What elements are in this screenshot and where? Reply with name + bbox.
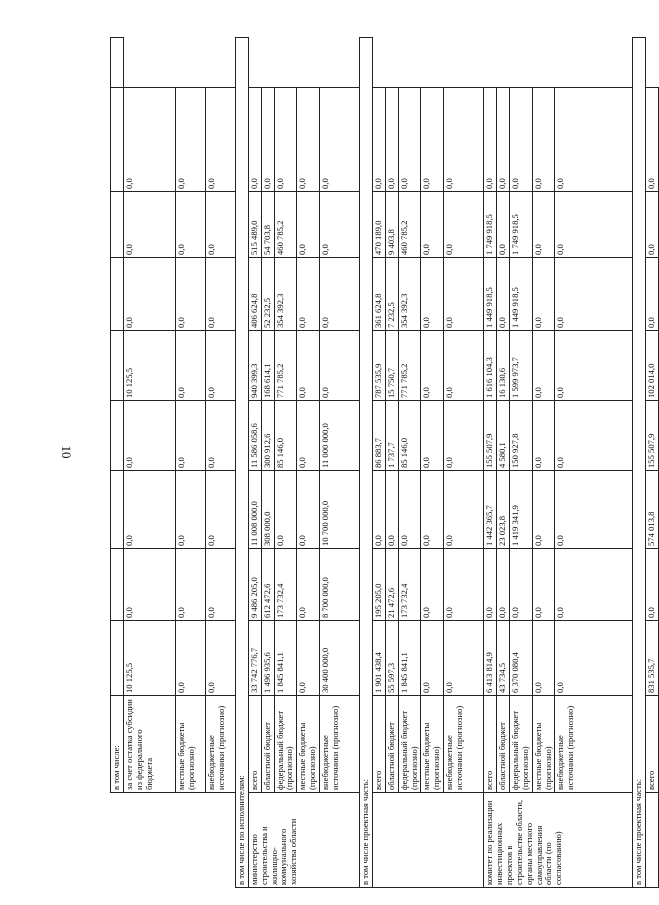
value-cell: 0,0: [555, 192, 633, 258]
value-cell: 11 586 058,6: [248, 401, 261, 471]
empty-cell: [372, 793, 483, 888]
value-cell: 0,0: [555, 549, 633, 621]
value-cell: 460 785,2: [398, 192, 421, 258]
value-cell: 0,0: [175, 331, 205, 401]
value-cell: 10 125,5: [123, 331, 175, 401]
value-cell: 0,0: [532, 88, 555, 192]
value-cell: 0,0: [532, 258, 555, 331]
value-cell: 0,0: [484, 88, 497, 192]
row-label: в том числе:: [111, 696, 124, 793]
value-cell: 0,0: [532, 192, 555, 258]
value-cell: 85 146,0: [274, 401, 297, 471]
row-label: внебюджетные источники (прогнозно): [555, 696, 633, 793]
empty-cell: [111, 471, 124, 549]
value-cell: 6 370 080,4: [509, 621, 532, 696]
table-row: [398, 38, 421, 888]
value-cell: 150 927,8: [509, 401, 532, 471]
row-label: всего: [646, 696, 659, 793]
value-cell: 0,0: [320, 192, 360, 258]
value-cell: 0,0: [555, 88, 633, 192]
value-cell: 0,0: [372, 471, 385, 549]
value-cell: 460 785,2: [274, 192, 297, 258]
table-row: [123, 38, 175, 888]
executor-name: комитет по реализации инвестиционных проектов в строительстве области, органы местного самоуправления области (по согласованию): [484, 793, 633, 888]
value-cell: 0,0: [421, 192, 444, 258]
row-label: местные бюджеты (прогнозно): [532, 696, 555, 793]
value-cell: 0,0: [509, 549, 532, 621]
table-row: [274, 38, 297, 888]
row-label: местные бюджеты (прогнозно): [421, 696, 444, 793]
table-row: [532, 38, 555, 888]
value-cell: 0,0: [398, 88, 421, 192]
empty-cell: [646, 793, 659, 888]
value-cell: 0,0: [421, 258, 444, 331]
value-cell: 0,0: [444, 258, 484, 331]
value-cell: 6 413 814,9: [484, 621, 497, 696]
value-cell: 406 624,8: [248, 258, 261, 331]
value-cell: 0,0: [175, 401, 205, 471]
value-cell: 361 624,8: [372, 258, 385, 331]
value-cell: 0,0: [421, 331, 444, 401]
value-cell: 30 400 000,0: [320, 621, 360, 696]
value-cell: 0,0: [532, 331, 555, 401]
section-row: [235, 38, 248, 888]
value-cell: 0,0: [123, 88, 175, 192]
value-cell: 0,0: [646, 549, 659, 621]
value-cell: 0,0: [398, 471, 421, 549]
row-label: местные бюджеты (прогнозно): [175, 696, 205, 793]
value-cell: 0,0: [175, 258, 205, 331]
value-cell: 0,0: [297, 471, 320, 549]
value-cell: 0,0: [484, 549, 497, 621]
value-cell: 0,0: [205, 401, 235, 471]
value-cell: 0,0: [421, 621, 444, 696]
value-cell: 0,0: [421, 88, 444, 192]
page-number: 10: [59, 445, 74, 459]
value-cell: 0,0: [205, 88, 235, 192]
value-cell: 0,0: [320, 88, 360, 192]
value-cell: 0,0: [646, 192, 659, 258]
executor-name: министерство строительства и жилищно-коммунального хозяйства области: [248, 793, 359, 888]
value-cell: 0,0: [175, 471, 205, 549]
value-cell: 1 419 341,9: [509, 471, 532, 549]
value-cell: 52 232,5: [261, 258, 274, 331]
value-cell: 0,0: [123, 192, 175, 258]
value-cell: 0,0: [385, 88, 398, 192]
value-cell: 54 703,8: [261, 192, 274, 258]
value-cell: 1 449 918,5: [509, 258, 532, 331]
empty-cell: [111, 549, 124, 621]
value-cell: 1 845 841,1: [274, 621, 297, 696]
empty-cell: [111, 331, 124, 401]
value-cell: 470 189,0: [372, 192, 385, 258]
row-label: местные бюджеты (прогнозно): [297, 696, 320, 793]
value-cell: 168 614,1: [261, 331, 274, 401]
value-cell: 0,0: [297, 192, 320, 258]
table-row: [646, 38, 659, 888]
value-cell: 0,0: [444, 401, 484, 471]
value-cell: 0,0: [297, 549, 320, 621]
value-cell: 612 472,6: [261, 549, 274, 621]
row-label: внебюджетные источники (прогнозно): [444, 696, 484, 793]
table-row: [421, 38, 444, 888]
value-cell: 21 472,6: [385, 549, 398, 621]
row-label: федеральный бюджет (прогнозно): [398, 696, 421, 793]
value-cell: 0,0: [205, 331, 235, 401]
value-cell: 1 845 841,1: [398, 621, 421, 696]
value-cell: 300 912,6: [261, 401, 274, 471]
value-cell: 195 205,0: [372, 549, 385, 621]
value-cell: 102 014,0: [646, 331, 659, 401]
value-cell: 771 785,2: [274, 331, 297, 401]
value-cell: 831 535,7: [646, 621, 659, 696]
value-cell: 0,0: [297, 621, 320, 696]
value-cell: 1 749 918,5: [509, 192, 532, 258]
value-cell: 0,0: [497, 549, 510, 621]
value-cell: 0,0: [555, 401, 633, 471]
value-cell: 43 734,5: [497, 621, 510, 696]
value-cell: 0,0: [175, 192, 205, 258]
empty-cell: [111, 621, 124, 696]
value-cell: 0,0: [123, 258, 175, 331]
value-cell: 0,0: [555, 621, 633, 696]
table-row: [444, 38, 484, 888]
table-row: [205, 38, 235, 888]
section-title: в том числе по исполнителям:: [235, 38, 248, 888]
value-cell: 0,0: [175, 621, 205, 696]
value-cell: 0,0: [646, 258, 659, 331]
value-cell: 0,0: [297, 401, 320, 471]
value-cell: 0,0: [205, 192, 235, 258]
table-row: [248, 38, 261, 888]
value-cell: 1 737,7: [385, 401, 398, 471]
empty-cell: [111, 192, 124, 258]
blank-cell: [123, 793, 175, 888]
value-cell: 173 732,4: [274, 549, 297, 621]
value-cell: 0,0: [421, 401, 444, 471]
value-cell: 1 496 935,6: [261, 621, 274, 696]
value-cell: 33 742 776,7: [248, 621, 261, 696]
blank-cell: [111, 793, 124, 888]
value-cell: 0,0: [297, 331, 320, 401]
row-label: областной бюджет: [385, 696, 398, 793]
value-cell: 0,0: [248, 88, 261, 192]
value-cell: 85 146,0: [398, 401, 421, 471]
value-cell: 0,0: [123, 471, 175, 549]
value-cell: 771 785,2: [398, 331, 421, 401]
value-cell: 7 232,5: [385, 258, 398, 331]
value-cell: 0,0: [205, 549, 235, 621]
value-cell: 0,0: [497, 258, 510, 331]
value-cell: 9 403,8: [385, 192, 398, 258]
value-cell: 0,0: [274, 471, 297, 549]
value-cell: 0,0: [444, 192, 484, 258]
value-cell: 0,0: [205, 621, 235, 696]
value-cell: 354 392,3: [274, 258, 297, 331]
value-cell: 0,0: [123, 549, 175, 621]
value-cell: 8 700 000,0: [320, 549, 360, 621]
value-cell: 0,0: [205, 258, 235, 331]
row-label: внебюджетные источники (прогнозно): [205, 696, 235, 793]
value-cell: 86 883,7: [372, 401, 385, 471]
value-cell: 0,0: [444, 621, 484, 696]
value-cell: 1 442 365,7: [484, 471, 497, 549]
value-cell: 308 000,0: [261, 471, 274, 549]
value-cell: 0,0: [261, 88, 274, 192]
value-cell: 0,0: [421, 471, 444, 549]
row-label: областной бюджет: [261, 696, 274, 793]
budget-table: [110, 37, 659, 888]
table-row: [484, 38, 497, 888]
value-cell: 787 535,9: [372, 331, 385, 401]
value-cell: 1 901 438,4: [372, 621, 385, 696]
value-cell: 0,0: [175, 88, 205, 192]
value-cell: 0,0: [497, 88, 510, 192]
section-title: в том числе проектная часть:: [633, 38, 646, 888]
table-row: [509, 38, 532, 888]
value-cell: 0,0: [175, 549, 205, 621]
row-label: внебюджетные источники (прогнозно): [320, 696, 360, 793]
value-cell: 0,0: [555, 471, 633, 549]
value-cell: 9 486 205,0: [248, 549, 261, 621]
table-row: [261, 38, 274, 888]
section-title: в том числе проектная часть:: [360, 38, 373, 888]
value-cell: 574 013,8: [646, 471, 659, 549]
value-cell: 55 597,3: [385, 621, 398, 696]
row-label: областной бюджет: [497, 696, 510, 793]
value-cell: 10 125,5: [123, 621, 175, 696]
value-cell: 16 130,6: [497, 331, 510, 401]
blank-cell: [175, 793, 205, 888]
value-cell: 23 023,8: [497, 471, 510, 549]
empty-cell: [111, 258, 124, 331]
value-cell: 0,0: [509, 88, 532, 192]
row-label: всего: [248, 696, 261, 793]
value-cell: 1 749 918,5: [484, 192, 497, 258]
value-cell: 515 489,0: [248, 192, 261, 258]
rotated-page: [110, 38, 657, 888]
value-cell: 0,0: [421, 549, 444, 621]
value-cell: 354 392,3: [398, 258, 421, 331]
table-row: [297, 38, 320, 888]
value-cell: 1 616 104,3: [484, 331, 497, 401]
row-label: федеральный бюджет (прогнозно): [274, 696, 297, 793]
value-cell: 15 750,7: [385, 331, 398, 401]
table-row: [175, 38, 205, 888]
section-row: [633, 38, 646, 888]
empty-cell: [111, 88, 124, 192]
table-row: [372, 38, 385, 888]
value-cell: 0,0: [532, 471, 555, 549]
value-cell: 173 732,4: [398, 549, 421, 621]
value-cell: 4 580,1: [497, 401, 510, 471]
blank-cell: [205, 793, 235, 888]
empty-cell: [111, 401, 124, 471]
row-label: федеральный бюджет (прогнозно): [509, 696, 532, 793]
row-label: всего: [372, 696, 385, 793]
value-cell: 0,0: [372, 88, 385, 192]
value-cell: 0,0: [297, 88, 320, 192]
value-cell: 0,0: [274, 88, 297, 192]
value-cell: 0,0: [205, 471, 235, 549]
value-cell: 0,0: [444, 471, 484, 549]
row-label: за счет остатка субсидии из федерального бюджета: [123, 696, 175, 793]
value-cell: 10 700 000,0: [320, 471, 360, 549]
value-cell: 155 507,9: [646, 401, 659, 471]
value-cell: 0,0: [444, 331, 484, 401]
value-cell: 0,0: [532, 549, 555, 621]
value-cell: 0,0: [444, 549, 484, 621]
value-cell: 1 599 973,7: [509, 331, 532, 401]
value-cell: 0,0: [532, 401, 555, 471]
value-cell: 940 399,3: [248, 331, 261, 401]
table-row: [555, 38, 633, 888]
value-cell: 0,0: [555, 331, 633, 401]
value-cell: 0,0: [297, 258, 320, 331]
value-cell: 0,0: [555, 258, 633, 331]
row-label: всего: [484, 696, 497, 793]
value-cell: 0,0: [123, 401, 175, 471]
value-cell: 0,0: [320, 258, 360, 331]
value-cell: 0,0: [646, 88, 659, 192]
value-cell: 0,0: [532, 621, 555, 696]
table-row: [320, 38, 360, 888]
table-row: [111, 38, 124, 888]
value-cell: 11 008 000,0: [248, 471, 261, 549]
table-row: [385, 38, 398, 888]
value-cell: 155 507,9: [484, 401, 497, 471]
value-cell: 0,0: [320, 331, 360, 401]
empty-cell: [111, 38, 124, 88]
value-cell: 11 000 000,0: [320, 401, 360, 471]
value-cell: 0,0: [497, 192, 510, 258]
table-row: [497, 38, 510, 888]
value-cell: 1 449 918,5: [484, 258, 497, 331]
value-cell: 0,0: [385, 471, 398, 549]
section-row: [360, 38, 373, 888]
value-cell: 0,0: [444, 88, 484, 192]
